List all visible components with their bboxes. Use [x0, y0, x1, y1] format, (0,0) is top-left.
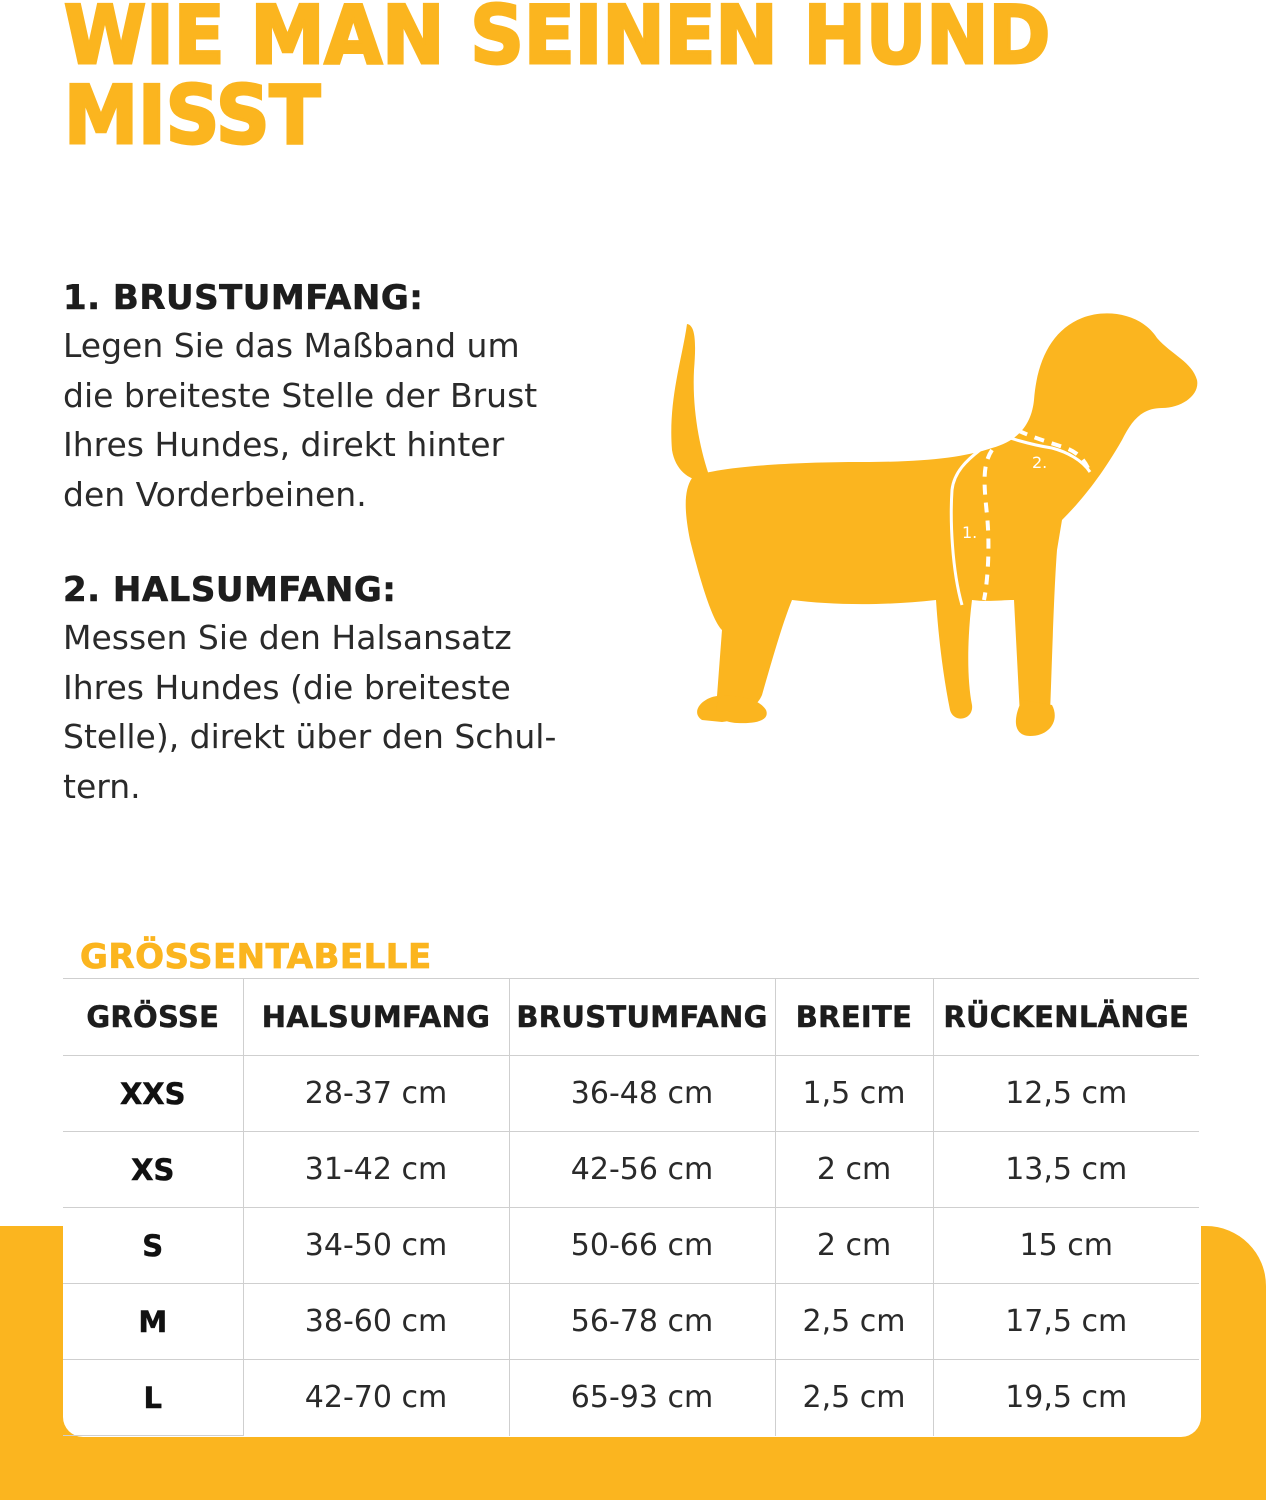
back-length-cell: 13,5 cm [933, 1132, 1199, 1208]
column-header: BREITE [775, 979, 933, 1056]
neck-heading: 2. HALSUMFANG: [63, 570, 397, 610]
chest-cell: 56-78 cm [509, 1284, 775, 1360]
width-cell: 2,5 cm [775, 1284, 933, 1360]
chest-cell: 65-93 cm [509, 1360, 775, 1436]
column-header: BRUSTUMFANG [509, 979, 775, 1056]
back-length-cell: 17,5 cm [933, 1284, 1199, 1360]
chest-heading: 1. BRUSTUMFANG: [63, 278, 424, 318]
width-cell: 1,5 cm [775, 1056, 933, 1132]
size-table-title: GRÖSSENTABELLE [80, 937, 432, 977]
size-cell: S [63, 1208, 243, 1284]
neck-cell: 38-60 cm [243, 1284, 509, 1360]
chest-measure-label: 1. [962, 523, 978, 542]
width-cell: 2 cm [775, 1208, 933, 1284]
dog-illustration [662, 300, 1202, 740]
size-cell: M [63, 1284, 243, 1360]
column-header: GRÖSSE [63, 979, 243, 1056]
chest-cell: 42-56 cm [509, 1132, 775, 1208]
neck-cell: 42-70 cm [243, 1360, 509, 1436]
chest-measurement-section [63, 275, 623, 519]
table-row [63, 1132, 1199, 1208]
width-cell: 2,5 cm [775, 1360, 933, 1436]
table-row [63, 1208, 1199, 1284]
column-header: RÜCKENLÄNGE [933, 979, 1199, 1056]
width-cell: 2 cm [775, 1132, 933, 1208]
table-header-row [63, 979, 1199, 1056]
chest-cell: 36-48 cm [509, 1056, 775, 1132]
back-length-cell: 19,5 cm [933, 1360, 1199, 1436]
page-title: WIE MAN SEINEN HUND MISST [64, 0, 1051, 162]
chest-instructions: Legen Sie das Maßband um die breiteste Stelle der Brust Ihres Hundes, direkt hinter den Vorderbeinen. [63, 326, 538, 514]
table-row [63, 1056, 1199, 1132]
size-cell: L [63, 1360, 243, 1436]
neck-measure-label: 2. [1032, 453, 1048, 472]
neck-cell: 28-37 cm [243, 1056, 509, 1132]
size-cell: XS [63, 1132, 243, 1208]
neck-cell: 31-42 cm [243, 1132, 509, 1208]
neck-instructions: Messen Sie den Halsansatz Ihres Hundes (die breiteste Stelle), direkt über den Schul- tern. [63, 618, 557, 806]
chest-cell: 50-66 cm [509, 1208, 775, 1284]
table-row [63, 1360, 1199, 1436]
size-cell: XXS [63, 1056, 243, 1132]
size-table [63, 978, 1199, 1436]
neck-cell: 34-50 cm [243, 1208, 509, 1284]
table-row [63, 1284, 1199, 1360]
back-length-cell: 15 cm [933, 1208, 1199, 1284]
back-length-cell: 12,5 cm [933, 1056, 1199, 1132]
neck-measurement-section [63, 567, 623, 811]
column-header: HALSUMFANG [243, 979, 509, 1056]
